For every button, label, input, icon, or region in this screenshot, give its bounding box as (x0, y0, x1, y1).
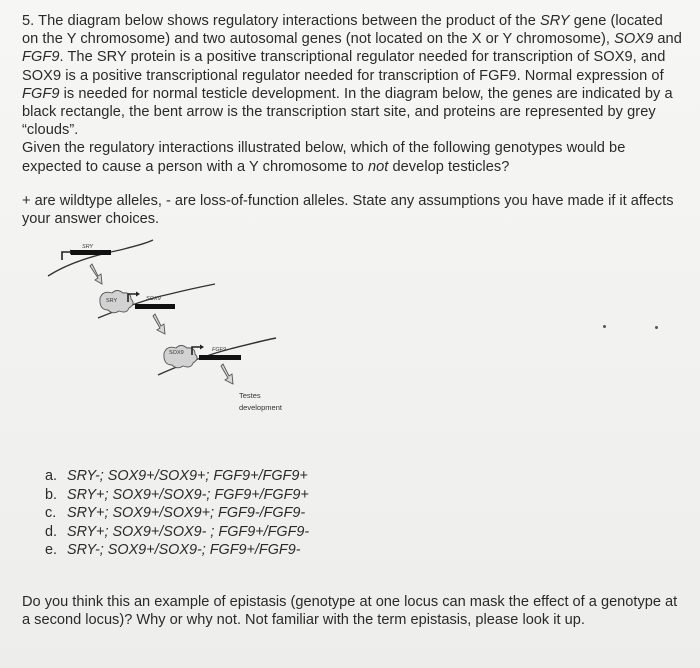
gene-rect-sry (71, 250, 111, 255)
intro-part: The diagram below shows regulatory interactions between the product of the (38, 13, 540, 29)
protein-label-sox9: SOX9 (169, 350, 184, 356)
question-prompt: Given the regulatory interactions illustrated below, which of the following genotypes would be expected to cause a person with a Y chromosome to not develop testicles? (22, 140, 626, 175)
choice-e[interactable]: e. SRY-; SOX9+/SOX9-; FGF9+/FGF9- (45, 542, 301, 559)
outcome-label-line1: Testes (239, 391, 261, 400)
outcome-label-line2: development (239, 403, 282, 412)
gene-name-fgf9: FGF9 (22, 85, 60, 102)
regulation-arrow-3 (221, 364, 233, 384)
allele-note: + are wildtype alleles, - are loss-of-function alleles. State any assumptions you have made if it affects your answer choices. (22, 193, 674, 228)
stray-mark (655, 326, 658, 329)
intro-part: . The SRY protein is a positive transcriptional regulator needed for transcription of SOX9, and SOX9 is a positive transcriptional regulator needed for transcription of FGF9. Normal expression of (22, 49, 666, 84)
emphasis-not: not (367, 158, 389, 175)
choice-b[interactable]: b. SRY+; SOX9+/SOX9-; FGF9+/FGF9+ (45, 486, 309, 503)
gene-label-sox9: SOX9 (146, 296, 161, 302)
gene-label-sry: SRY (82, 244, 94, 250)
gene-rect-fgf9 (199, 355, 241, 360)
tss-arrow-1 (62, 252, 70, 260)
gene-name-sry: SRY (539, 13, 570, 29)
dna-strand-1 (48, 240, 153, 276)
question-number: 5. (22, 13, 35, 29)
intro-part: gene (located on the Y chromosome) and two autosomal genes (not located on the X or Y chromosome), (22, 13, 663, 48)
choice-c[interactable]: c. SRY+; SOX9+/SOX9+; FGF9-/FGF9- (45, 505, 306, 522)
stray-mark (603, 325, 606, 328)
regulatory-diagram (40, 232, 330, 432)
choice-d[interactable]: d. SRY+; SOX9+/SOX9- ; FGF9+/FGF9- (45, 523, 310, 540)
intro-part: is needed for normal testicle development. In the diagram below, the genes are indicated by a black rectangle, the bent arrow is the transcription start site, and proteins are represented by grey “clouds”. (22, 85, 673, 139)
choice-a[interactable]: a. SRY-; SOX9+/SOX9+; FGF9+/FGF9+ (45, 468, 308, 484)
gene-rect-sox9 (135, 304, 175, 309)
regulation-arrow-1 (90, 264, 102, 284)
intro-part: and (653, 31, 682, 48)
protein-label-sry: SRY (106, 298, 118, 304)
regulation-arrow-2 (153, 314, 165, 334)
question-text (22, 12, 682, 176)
gene-name-sox9: SOX9 (614, 31, 654, 48)
answer-choices (45, 467, 465, 560)
gene-label-fgf9: FGF9 (212, 347, 227, 353)
followup-question: Do you think this an example of epistasis (genotype at one locus can mask the effect of a genotype at a second locus)? Why or why not. Not familiar with the term epistasis, please look it up. (22, 594, 678, 629)
gene-name-fgf9: FGF9 (22, 49, 60, 66)
